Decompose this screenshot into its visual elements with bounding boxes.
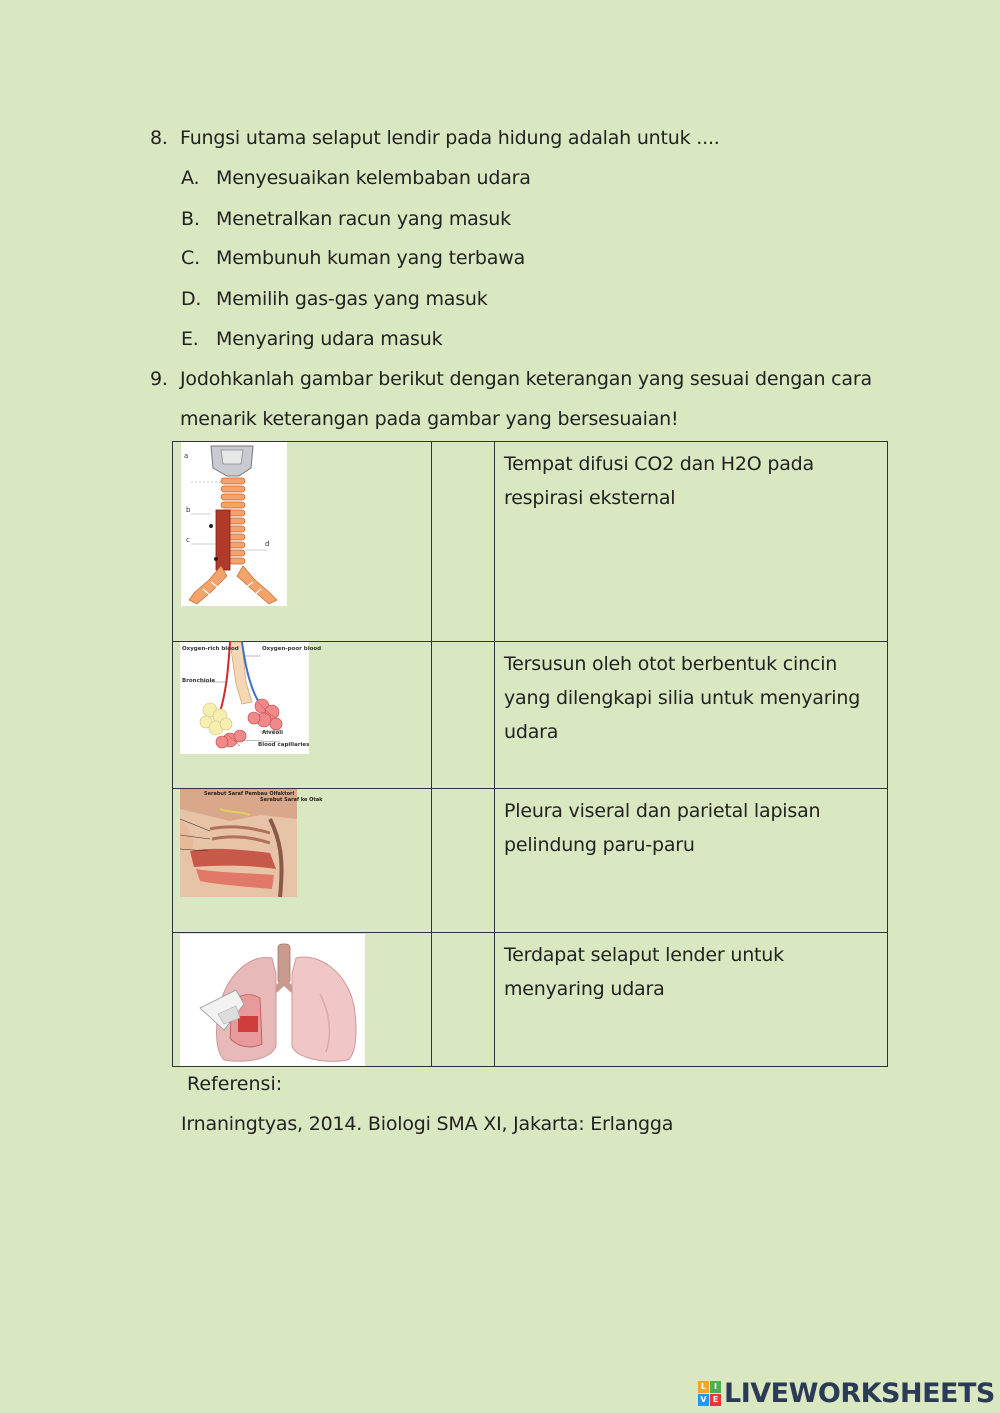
description-cell: Tempat difusi CO2 dan H2O pada respirasi eksternal — [495, 442, 888, 642]
image-cell — [173, 933, 432, 1067]
table-row — [173, 933, 888, 1067]
brand-name: LIVEWORKSHEETS — [724, 1377, 995, 1409]
label-a: a — [184, 452, 189, 460]
question-text: Fungsi utama selaput lendir pada hidung adalah untuk .... — [180, 127, 720, 149]
reference-label: Referensi: — [187, 1073, 283, 1095]
option-letter: B. — [181, 208, 200, 230]
answer-cell[interactable] — [432, 642, 495, 789]
label-c: c — [186, 536, 190, 544]
description-cell: Pleura viseral dan parietal lapisan pelindung paru-paru — [495, 789, 888, 933]
option-letter: A. — [181, 167, 200, 189]
logo-cell: E — [710, 1394, 721, 1406]
label-oxygen-poor: Oxygen-poor blood — [262, 646, 322, 652]
option-letter: D. — [181, 288, 202, 310]
image-cell — [173, 442, 432, 642]
table-row — [173, 442, 888, 642]
table-row — [173, 642, 888, 789]
logo-cell: I — [710, 1381, 721, 1393]
label-brain-nerve: Serabut Saraf ke Otak — [260, 797, 323, 803]
option-text: Membunuh kuman yang terbawa — [216, 247, 526, 269]
reference-text: Irnaningtyas, 2014. Biologi SMA XI, Jakarta: Erlangga — [181, 1113, 674, 1135]
description-cell: Terdapat selaput lender untuk menyaring udara — [495, 933, 888, 1067]
option-text: Menyesuaikan kelembaban udara — [216, 167, 531, 189]
logo-cell: V — [698, 1394, 709, 1406]
table-row — [173, 789, 888, 933]
question-number: 8. — [150, 127, 168, 149]
nasal-cavity-diagram — [180, 789, 323, 897]
question-text-line1: Jodohkanlah gambar berikut dengan keterangan yang sesuai dengan cara — [180, 368, 872, 390]
option-text: Menetralkan racun yang masuk — [216, 208, 511, 230]
option-text: Menyaring udara masuk — [216, 328, 443, 350]
logo-cell: L — [698, 1381, 709, 1393]
logo-icon — [698, 1381, 721, 1406]
answer-cell[interactable] — [432, 442, 495, 642]
label-alveoli: Alveoli — [262, 730, 284, 736]
question-text-line2: menarik keterangan pada gambar yang bersesuaian! — [180, 408, 679, 430]
alveoli-diagram — [180, 642, 322, 754]
label-blood-capillaries: Blood capillaries — [258, 742, 310, 748]
label-oxygen-rich: Oxygen-rich blood — [182, 646, 239, 652]
image-cell — [173, 789, 432, 933]
question-number: 9. — [150, 368, 168, 390]
image-cell — [173, 642, 432, 789]
description-cell: Tersusun oleh otot berbentuk cincin yang dilengkapi silia untuk menyaring udara — [495, 642, 888, 789]
label-b: b — [186, 506, 191, 514]
option-letter: E. — [181, 328, 199, 350]
label-d: d — [265, 540, 270, 548]
answer-cell[interactable] — [432, 933, 495, 1067]
option-letter: C. — [181, 247, 200, 269]
trachea-diagram — [181, 442, 287, 606]
label-olfactory: Serabut Saraf Pembau Olfaktori — [204, 791, 295, 797]
answer-cell[interactable] — [432, 789, 495, 933]
option-text: Memilih gas-gas yang masuk — [216, 288, 488, 310]
lungs-pleura-diagram — [180, 934, 365, 1066]
liveworksheets-logo — [698, 1376, 995, 1410]
matching-table — [172, 441, 888, 1067]
label-bronchiole: Bronchiole — [182, 678, 216, 684]
